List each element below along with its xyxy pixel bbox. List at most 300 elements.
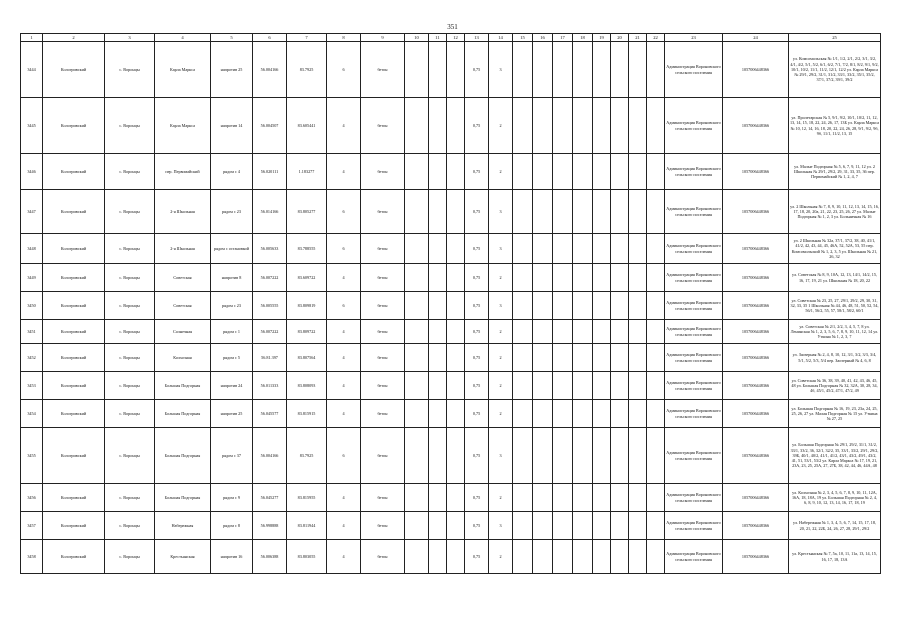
table-cell bbox=[553, 484, 573, 512]
table-cell: Солнечная bbox=[155, 320, 211, 344]
table-cell: 1057006448366 bbox=[723, 400, 789, 428]
table-cell: 4 bbox=[327, 400, 361, 428]
table-cell: 1057006448366 bbox=[723, 154, 789, 190]
table-cell: Администрация Вороновского сельского поселения bbox=[665, 540, 723, 574]
column-header: 13 bbox=[465, 34, 489, 42]
table-cell bbox=[533, 264, 553, 292]
table-cell: 83.807564 bbox=[287, 344, 327, 372]
table-cell: 56.005633 bbox=[253, 234, 287, 264]
table-cell bbox=[573, 292, 593, 320]
table-cell bbox=[429, 428, 447, 484]
table-cell bbox=[573, 484, 593, 512]
table-cell: 1057006448366 bbox=[723, 540, 789, 574]
table-cell: 83.605441 bbox=[287, 98, 327, 154]
table-cell bbox=[593, 428, 611, 484]
table-cell bbox=[629, 98, 647, 154]
table-cell: 3 bbox=[489, 512, 513, 540]
table-cell bbox=[593, 484, 611, 512]
table-cell bbox=[533, 98, 553, 154]
table-cell: 3456 bbox=[21, 484, 43, 512]
table-cell: Карла Маркса bbox=[155, 98, 211, 154]
table-cell bbox=[593, 234, 611, 264]
table-cell bbox=[647, 264, 665, 292]
table-cell bbox=[573, 320, 593, 344]
table-cell: рядом с 8 bbox=[211, 512, 253, 540]
table-cell bbox=[573, 400, 593, 428]
table-cell: Кологривский bbox=[43, 154, 105, 190]
table-cell bbox=[533, 190, 553, 234]
table-cell bbox=[611, 320, 629, 344]
table-cell: 56.007222 bbox=[253, 320, 287, 344]
table-cell: 6 bbox=[327, 42, 361, 98]
column-header: 22 bbox=[647, 34, 665, 42]
table-cell: Кологривский bbox=[43, 234, 105, 264]
table-row bbox=[21, 234, 881, 264]
table-cell bbox=[429, 264, 447, 292]
table-row bbox=[21, 540, 881, 574]
column-header: 17 bbox=[553, 34, 573, 42]
table-cell bbox=[593, 264, 611, 292]
table-cell: с. Воронцы bbox=[105, 154, 155, 190]
table-cell: 1057006448366 bbox=[723, 264, 789, 292]
table-cell: ул. Советская № 23, 25, 27, 29/1, 29/2, 29, 30, 31, 32, 33, 35 1 Школьная № 44, 46, 48, 51, 50, 52, 54, 56/1, 56/2, 55, 57, 58/1, 58/2, 60/1 bbox=[789, 292, 881, 320]
column-header: 6 bbox=[253, 34, 287, 42]
table-cell: ул. Малые Подгорная № 5, 6, 7, 9, 11, 12 ул. 2 Школьная № 29/1, 29/2, 29, 31, 33, 35, 36 пер. Первомайский № 1, 2, 4, 7 bbox=[789, 154, 881, 190]
table-cell: рядом с 1 bbox=[211, 320, 253, 344]
table-cell: напротив 16 bbox=[211, 540, 253, 574]
table-cell: рядом с 37 bbox=[211, 428, 253, 484]
table-cell bbox=[573, 234, 593, 264]
table-cell: бетон bbox=[361, 344, 405, 372]
table-cell: напротив 24 bbox=[211, 372, 253, 400]
column-header: 19 bbox=[593, 34, 611, 42]
table-cell bbox=[611, 428, 629, 484]
table-cell bbox=[647, 512, 665, 540]
table-cell bbox=[629, 190, 647, 234]
table-cell: 0,75 bbox=[465, 234, 489, 264]
table-cell bbox=[513, 372, 533, 400]
table-cell: 1057006448366 bbox=[723, 292, 789, 320]
table-cell bbox=[513, 428, 533, 484]
table-cell: ул. Колхозная № 2, 3, 4, 5, 6, 7, 8, 9, 10, 11, 12А, 16А, 18, 18А, 19 ул. Большая Подгорная № 2, 4, 6, 8, 9, 10, 12, 13, 14, 16, 17, 18, 19 bbox=[789, 484, 881, 512]
table-cell: Администрация Вороновского сельского поселения bbox=[665, 344, 723, 372]
table-cell bbox=[447, 154, 465, 190]
table-cell bbox=[513, 264, 533, 292]
table-cell: Кологривский bbox=[43, 42, 105, 98]
table-cell bbox=[629, 540, 647, 574]
table-cell: ул. Комсомольская № 1/1, 1/2, 2/1, 2/2, 3/1, 3/2, 4/1, 4/2, 5/1, 5/2, 6/1, 6/2, 7/1, 7/2, 8/1, 8/2, 9/1, 9/2, 10/1, 10/2, 11/1, 11/2, 12/1, 12/2 ул. Карла Маркса № 29/1, 29/2, 31/1, 31/2, 33/1, 33/2, 35/1, 35/2, 37/1, 37/2, 39/1, 39/2 bbox=[789, 42, 881, 98]
table-cell bbox=[647, 154, 665, 190]
table-cell bbox=[429, 190, 447, 234]
table-cell: с. Воронцы bbox=[105, 190, 155, 234]
table-cell: ул. 2 Школьная № 7, 8, 9, 10, 11, 12, 13, 14, 15, 16, 17, 18, 20, 20а, 21, 22, 23, 25, 26, 27 ул. Малые Подгорная № 1, 2, 3 ул. Больничная № 16 bbox=[789, 190, 881, 234]
table-cell: с. Воронцы bbox=[105, 484, 155, 512]
table-cell bbox=[593, 540, 611, 574]
table-cell: Администрация Вороновского сельского поселения bbox=[665, 484, 723, 512]
table-cell bbox=[429, 512, 447, 540]
table-cell bbox=[593, 512, 611, 540]
table-cell bbox=[405, 98, 429, 154]
table-cell bbox=[513, 484, 533, 512]
table-cell: Администрация Вороновского сельского поселения bbox=[665, 190, 723, 234]
table-cell bbox=[405, 190, 429, 234]
table-cell bbox=[429, 320, 447, 344]
table-cell bbox=[447, 400, 465, 428]
column-header: 24 bbox=[723, 34, 789, 42]
table-cell: Кологривский bbox=[43, 320, 105, 344]
table-cell: 4 bbox=[327, 512, 361, 540]
table-cell bbox=[429, 154, 447, 190]
table-cell bbox=[553, 512, 573, 540]
table-cell: 83.7925 bbox=[287, 428, 327, 484]
table-cell bbox=[447, 484, 465, 512]
table-cell: 1.183277 bbox=[287, 154, 327, 190]
table-cell bbox=[593, 292, 611, 320]
table-cell: Кологривский bbox=[43, 400, 105, 428]
table-cell: Администрация Вороновского сельского поселения bbox=[665, 400, 723, 428]
table-cell: 0,75 bbox=[465, 400, 489, 428]
table-row bbox=[21, 42, 881, 98]
column-header: 8 bbox=[327, 34, 361, 42]
table-cell: Администрация Вороновского сельского поселения bbox=[665, 264, 723, 292]
table-cell: 1057006448366 bbox=[723, 372, 789, 400]
table-cell bbox=[405, 154, 429, 190]
table-cell: 83.808093 bbox=[287, 372, 327, 400]
table-cell bbox=[573, 190, 593, 234]
table-cell bbox=[593, 372, 611, 400]
table-cell: Советская bbox=[155, 292, 211, 320]
table-cell: 3457 bbox=[21, 512, 43, 540]
table-cell: с. Воронцы bbox=[105, 98, 155, 154]
table-cell: 83.609722 bbox=[287, 264, 327, 292]
table-cell: рядом с 5 bbox=[211, 344, 253, 372]
table-cell bbox=[513, 320, 533, 344]
table-cell: 2-я Школьная bbox=[155, 234, 211, 264]
column-header: 2 bbox=[43, 34, 105, 42]
table-cell bbox=[447, 42, 465, 98]
table-cell bbox=[593, 42, 611, 98]
table-cell bbox=[629, 344, 647, 372]
table-cell: 0,75 bbox=[465, 372, 489, 400]
table-row bbox=[21, 154, 881, 190]
table-cell: 83.805277 bbox=[287, 190, 327, 234]
table-cell bbox=[513, 344, 533, 372]
table-cell: с. Воронцы bbox=[105, 512, 155, 540]
table-cell bbox=[647, 400, 665, 428]
table-cell: Администрация Вороновского сельского поселения bbox=[665, 98, 723, 154]
table-cell bbox=[513, 400, 533, 428]
table-header-row bbox=[21, 34, 881, 42]
column-header: 15 bbox=[513, 34, 533, 42]
table-cell: 2 bbox=[489, 540, 513, 574]
table-cell: напротив 25 bbox=[211, 400, 253, 428]
table-cell bbox=[533, 42, 553, 98]
table-cell bbox=[513, 234, 533, 264]
table-cell: 1057006448366 bbox=[723, 234, 789, 264]
table-cell bbox=[447, 190, 465, 234]
table-cell: бетон bbox=[361, 484, 405, 512]
table-cell: с. Воронцы bbox=[105, 234, 155, 264]
column-header: 7 bbox=[287, 34, 327, 42]
table-cell bbox=[593, 400, 611, 428]
table-cell: 0,75 bbox=[465, 344, 489, 372]
table-cell: напротив 25 bbox=[211, 42, 253, 98]
table-cell bbox=[573, 98, 593, 154]
table-cell bbox=[405, 344, 429, 372]
table-cell bbox=[447, 372, 465, 400]
table-cell: Кологривский bbox=[43, 344, 105, 372]
table-cell bbox=[447, 98, 465, 154]
table-cell bbox=[429, 98, 447, 154]
table-cell bbox=[553, 264, 573, 292]
table-cell: рядом с остановкой bbox=[211, 234, 253, 264]
table-cell: Набережная bbox=[155, 512, 211, 540]
table-cell: бетон bbox=[361, 98, 405, 154]
table-cell bbox=[593, 344, 611, 372]
table-cell: 56.004507 bbox=[253, 98, 287, 154]
table-cell bbox=[611, 400, 629, 428]
table-cell: Администрация Вороновского сельского поселения bbox=[665, 234, 723, 264]
table-cell: ул. Большая Подгорная № 29/1, 29/2, 31/1, 31/2, 33/1, 33/2, 36, 32/1, 32/2, 35, 33/1, 33/2, 29/1, 29/2, 39Б, 40/1, 40/2, 41/1, 41/2, 43/1, 43/2, 49/1, 43/2, 41, 51, 53/1, 53/2 ул. Карла Маркса № 17, 19, 21, 23А, 23, 25, 25А, 27, 27Б, 38, 42, 44, 46, 44А, 48 bbox=[789, 428, 881, 484]
table-cell: 6 bbox=[327, 234, 361, 264]
table-cell bbox=[629, 428, 647, 484]
column-header: 4 bbox=[155, 34, 211, 42]
table-cell: 56.005555 bbox=[253, 292, 287, 320]
table-cell: 1057006448366 bbox=[723, 98, 789, 154]
table-cell bbox=[533, 512, 553, 540]
table-cell bbox=[611, 154, 629, 190]
table-cell: 4 bbox=[327, 320, 361, 344]
table-cell bbox=[629, 372, 647, 400]
table-cell: ул. Набережная № 1, 3, 4, 5, 6, 7, 14, 15, 17, 18, 20, 21, 22, 22Б, 24, 26, 27, 28, 29/1, 29/2 bbox=[789, 512, 881, 540]
column-header: 18 bbox=[573, 34, 593, 42]
table-cell bbox=[429, 234, 447, 264]
table-cell bbox=[429, 292, 447, 320]
table-cell: с. Воронцы bbox=[105, 264, 155, 292]
table-cell: с. Воронцы bbox=[105, 372, 155, 400]
table-cell bbox=[429, 400, 447, 428]
table-cell bbox=[611, 98, 629, 154]
table-cell bbox=[553, 234, 573, 264]
table-cell: 3 bbox=[489, 234, 513, 264]
table-cell: ул. Советская № 8, 9, 10А, 12, 13, 14/1, 14/2, 15, 16, 17, 19, 21 ул. Школьная № 18, 20, 22 bbox=[789, 264, 881, 292]
table-cell bbox=[553, 372, 573, 400]
table-cell: 1057006448366 bbox=[723, 344, 789, 372]
table-cell: 3452 bbox=[21, 344, 43, 372]
table-cell: Большая Подгорная bbox=[155, 400, 211, 428]
table-cell bbox=[629, 234, 647, 264]
table-cell bbox=[405, 42, 429, 98]
table-cell: Администрация Вороновского сельского поселения bbox=[665, 292, 723, 320]
table-cell: 3445 bbox=[21, 98, 43, 154]
table-row bbox=[21, 264, 881, 292]
table-cell: рядом с 4 bbox=[211, 154, 253, 190]
table-row bbox=[21, 512, 881, 540]
table-cell: 2 bbox=[489, 344, 513, 372]
table-row bbox=[21, 190, 881, 234]
table-cell: 83.809819 bbox=[287, 292, 327, 320]
table-cell: 56.020111 bbox=[253, 154, 287, 190]
table-cell bbox=[573, 42, 593, 98]
table-cell bbox=[447, 428, 465, 484]
column-header: 20 bbox=[611, 34, 629, 42]
table-cell bbox=[447, 292, 465, 320]
table-cell bbox=[647, 234, 665, 264]
table-cell: бетон bbox=[361, 320, 405, 344]
table-row bbox=[21, 372, 881, 400]
table-cell: бетон bbox=[361, 42, 405, 98]
table-cell: 2-я Школьная bbox=[155, 190, 211, 234]
table-cell: 3453 bbox=[21, 372, 43, 400]
table-cell: Администрация Вороновского сельского поселения bbox=[665, 428, 723, 484]
table-cell bbox=[447, 512, 465, 540]
table-cell bbox=[553, 320, 573, 344]
table-cell: 3 bbox=[489, 42, 513, 98]
table-cell bbox=[553, 98, 573, 154]
table-cell bbox=[647, 292, 665, 320]
column-header: 10 bbox=[405, 34, 429, 42]
table-cell bbox=[405, 234, 429, 264]
table-cell: 3444 bbox=[21, 42, 43, 98]
table-row bbox=[21, 98, 881, 154]
table-cell: напротив 14 bbox=[211, 98, 253, 154]
table-cell: Крестьянская bbox=[155, 540, 211, 574]
table-cell: пер. Первомайский bbox=[155, 154, 211, 190]
table-cell bbox=[405, 484, 429, 512]
table-cell: 4 bbox=[327, 154, 361, 190]
table-cell: бетон bbox=[361, 190, 405, 234]
table-cell bbox=[513, 540, 533, 574]
table-cell: Кологривский bbox=[43, 512, 105, 540]
table-cell: 3458 bbox=[21, 540, 43, 574]
table-cell bbox=[573, 540, 593, 574]
table-cell bbox=[405, 264, 429, 292]
table-cell: 3451 bbox=[21, 320, 43, 344]
table-cell bbox=[405, 372, 429, 400]
table-cell: 1057006448366 bbox=[723, 190, 789, 234]
table-cell: 0,75 bbox=[465, 428, 489, 484]
table-cell: рядом с 9 bbox=[211, 484, 253, 512]
table-cell bbox=[647, 372, 665, 400]
table-cell: 0,75 bbox=[465, 292, 489, 320]
table-cell bbox=[611, 264, 629, 292]
table-cell bbox=[533, 484, 553, 512]
table-cell bbox=[611, 234, 629, 264]
table-cell: бетон bbox=[361, 372, 405, 400]
table-cell: бетон bbox=[361, 234, 405, 264]
table-cell: 56.045577 bbox=[253, 400, 287, 428]
table-cell: Кологривский bbox=[43, 98, 105, 154]
table-cell: ул. Советская № 36, 38, 39, 40, 41, 42, 43, 46, 45, 48 ул. Большая Подгорная № 32, 32А, 30, 28, 34, 4б, 45/1, 45/2, 47/1, 47/2, 49 bbox=[789, 372, 881, 400]
table-cell: 3447 bbox=[21, 190, 43, 234]
table-cell bbox=[429, 540, 447, 574]
table-cell: 56.004166 bbox=[253, 428, 287, 484]
table-cell bbox=[573, 512, 593, 540]
table-cell bbox=[611, 42, 629, 98]
table-cell: рядом с 23 bbox=[211, 190, 253, 234]
column-header: 25 bbox=[789, 34, 881, 42]
table-cell: Кологривский bbox=[43, 484, 105, 512]
table-cell bbox=[647, 42, 665, 98]
table-cell: 1057006448366 bbox=[723, 512, 789, 540]
table-cell: 3448 bbox=[21, 234, 43, 264]
table-cell: 1057006448366 bbox=[723, 320, 789, 344]
table-cell: Большая Подгорная bbox=[155, 428, 211, 484]
table-cell: с. Воронцы bbox=[105, 400, 155, 428]
table-cell: 6 bbox=[327, 190, 361, 234]
table-cell bbox=[405, 512, 429, 540]
table-cell: бетон bbox=[361, 264, 405, 292]
table-cell bbox=[573, 372, 593, 400]
table-cell: Большая Подгорная bbox=[155, 372, 211, 400]
table-cell: Советская bbox=[155, 264, 211, 292]
table-cell: бетон bbox=[361, 400, 405, 428]
table-cell: 2 bbox=[489, 264, 513, 292]
table-cell bbox=[573, 154, 593, 190]
table-cell: Колхозная bbox=[155, 344, 211, 372]
table-cell: 56.011333 bbox=[253, 372, 287, 400]
table-cell: 4 bbox=[327, 98, 361, 154]
table-cell bbox=[647, 344, 665, 372]
table-cell: с. Воронцы bbox=[105, 292, 155, 320]
table-cell: 0,75 bbox=[465, 42, 489, 98]
table-cell: ул. Пролетарская № 5, 9/1, 9/2, 10/1, 10/2, 11, 12, 13, 14, 15, 18, 22, 24, 26, 17, 13Б ул. Карла Маркса № 10, 12, 14, 16, 18, 20, 22, 24, 26, 28, 9/1, 9/2, 9б, 9б, 11/1, 11/2, 13, 15 bbox=[789, 98, 881, 154]
column-header: 3 bbox=[105, 34, 155, 42]
table-cell: с. Воронцы bbox=[105, 540, 155, 574]
table-cell bbox=[611, 292, 629, 320]
table-cell bbox=[611, 190, 629, 234]
table-cell bbox=[573, 428, 593, 484]
table-cell: ул. 2 Школьная № 32а, 37/1, 37/2, 38, 40, 41/1, 41/2, 42, 43, 44, 45, 46А, 52, 52А, 53, 55 пер. Комсомольский № 1, 2, 3, 5 ул. Школьная № 21, 26, 32 bbox=[789, 234, 881, 264]
table-row bbox=[21, 320, 881, 344]
column-header: 5 bbox=[211, 34, 253, 42]
table-cell bbox=[629, 484, 647, 512]
table-cell: 3 bbox=[489, 190, 513, 234]
table-row bbox=[21, 484, 881, 512]
table-cell: 2 bbox=[489, 400, 513, 428]
table-cell bbox=[405, 320, 429, 344]
table-cell bbox=[447, 264, 465, 292]
table-cell: 0,75 bbox=[465, 484, 489, 512]
table-cell bbox=[533, 540, 553, 574]
table-cell bbox=[593, 320, 611, 344]
table-cell: напротив 8 bbox=[211, 264, 253, 292]
table-cell: бетон bbox=[361, 512, 405, 540]
table-cell: с. Воронцы bbox=[105, 428, 155, 484]
table-cell bbox=[553, 400, 573, 428]
table-cell: Кологривский bbox=[43, 428, 105, 484]
table-cell: 6 bbox=[327, 292, 361, 320]
table-cell: ул. Большая Подгорная № 16, 19, 23, 23а, 24, 25, 25, 26, 27 ул. Малая Подгорная № 15 ул. Уткина № 27, 25 bbox=[789, 400, 881, 428]
page-number: 351 bbox=[447, 23, 458, 31]
table-cell: 0,75 bbox=[465, 540, 489, 574]
table-cell: Кологривский bbox=[43, 292, 105, 320]
table-cell bbox=[611, 484, 629, 512]
table-cell: 83.7925 bbox=[287, 42, 327, 98]
table-cell: 3 bbox=[489, 428, 513, 484]
table-cell: 83.815955 bbox=[287, 484, 327, 512]
table-cell bbox=[533, 428, 553, 484]
table-cell bbox=[533, 292, 553, 320]
table-cell: Кологривский bbox=[43, 540, 105, 574]
table-row bbox=[21, 292, 881, 320]
table-cell bbox=[553, 292, 573, 320]
table-cell bbox=[533, 320, 553, 344]
table-cell: 3454 bbox=[21, 400, 43, 428]
table-cell bbox=[447, 234, 465, 264]
table-cell bbox=[593, 98, 611, 154]
column-header: 1 bbox=[21, 34, 43, 42]
